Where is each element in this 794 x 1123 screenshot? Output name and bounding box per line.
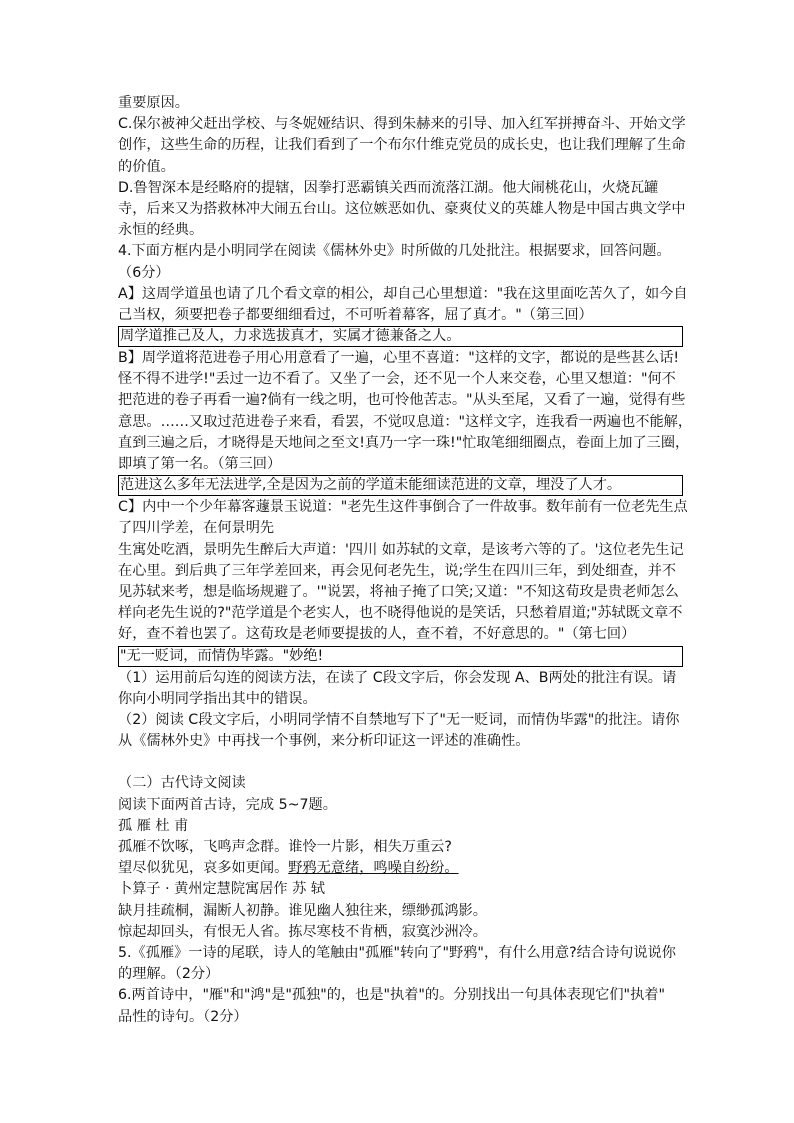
annotation-box-c: "无一贬词，而情伪毕露。"妙绝! — [118, 646, 683, 667]
option-c-line-2: 创作，这些生命的历程，让我们看到了一个布尔什维克党员的成长史，也让我们理解了生命 — [118, 137, 686, 154]
passage-b-line-6: 即填了第一名。（第三回） — [118, 456, 282, 472]
annotation-box-b: 范进这么多年无法进学,全是因为之前的学道未能细读范进的文章，埋没了人才。 — [118, 475, 683, 496]
passage-c-line-7: 好，查不着也罢了。这荀玫是老师要提拔的人，查不着，不好意思的。"（第七回） — [118, 626, 636, 643]
passage-a-line-1: A】这周学道虽也请了几个看文章的相公，却自己心里想道："我在这里面吃苦久了，如今自 — [118, 285, 688, 302]
passage-b-line-1: B】周学道将范进卷子用心用意看了一遍，心里不喜道："这样的文字，都说的是些甚么话! — [118, 350, 680, 367]
question-4-2-line-1: （2）阅读 C段文字后，小明同学情不自禁地写下了"无一贬词，而情伪毕露"的批注。请你 — [118, 711, 680, 728]
option-d-line-1: D.鲁智深本是经略府的提辖，因拳打恶霸镇关西而流落江湖。他大闹桃花山，火烧瓦罐 — [118, 179, 659, 196]
question-4-1-line-2: 你向小明同学指出其中的错误。 — [118, 690, 317, 707]
poem-1-line-1: 孤雁不饮啄，飞鸣声念群。谁怜一片影，相失万重云? — [118, 839, 452, 855]
question-4-2-line-2: 从《儒林外史》中再找一个事例，来分析印证这一评述的准确性。 — [118, 733, 530, 750]
section-heading: （二）古代诗文阅读 — [118, 775, 246, 792]
passage-b-line-5: 直到三遍之后，才晓得是天地间之至文!真乃一字一珠!"忙取笔细细圈点，卷面上加了三圈， — [118, 434, 690, 451]
question-6-line-2: 品性的诗句。（2分） — [118, 1008, 248, 1025]
passage-c-line-5: 见苏轼来考，想是临场规避了。'"说罢，将袖子掩了口笑;又道："不知这荀玫是贵老师怎么 — [118, 583, 679, 600]
option-c-line-3: 的价值。 — [118, 158, 175, 175]
poem-2-line-2: 惊起却回头，有恨无人省。拣尽寒枝不肯栖，寂寞沙洲冷。 — [118, 923, 487, 940]
question-4-prompt: 4.下面方框内是小明同学在阅读《儒林外史》时所做的几处批注。根据要求，回答问题。 — [118, 243, 671, 260]
passage-c-line-6: 样向老先生说的?"范学道是个老实人，也不晓得他说的是笑话，只愁着眉道;"苏轼既文章不 — [118, 605, 683, 622]
question-4-points: （6分） — [118, 264, 170, 281]
option-d-line-3: 永恒的经典。 — [118, 222, 204, 239]
passage-b-line-4: 意思。……又取过范进卷子来看，看罢，不觉叹息道："这样文字，连我看一两遍也不能解， — [118, 413, 693, 430]
poem-1-title: 孤 雁 杜 甫 — [118, 817, 189, 834]
option-d-line-2: 寺，后来又为搭救林冲大闹五台山。这位嫉恶如仇、豪爽仗义的英雄人物是中国古典文学中 — [118, 200, 686, 217]
question-5-line-2: 的理解。（2分） — [118, 966, 220, 983]
question-6-line-1: 6.两首诗中，"雁"和"鸿"是"孤独"的，也是"执着"的。分别找出一句具体表现它们"执着" — [118, 987, 665, 1004]
passage-c-line-3: 生寓处吃酒，景明先生醉后大声道：'四川 如苏轼的文章，是该考六等的了。'这位老先生记 — [118, 541, 684, 558]
passage-b-line-3: 把范进的卷子再看一遍?倘有一线之明，也可怜他苦志。"从头至尾，又看了一遍，觉得有些 — [118, 392, 686, 409]
annotation-box-a: 周学道推己及人，力求选拔真才，实属才德兼备之人。 — [118, 326, 683, 347]
passage-c-line-2: 了四川学差，在何景明先 — [118, 520, 275, 537]
passage-b-line-2: 怪不得不进学!"丢过一边不看了。又坐了一会，还不见一个人来交卷，心里又想道："何不 — [118, 371, 676, 388]
question-4-1-line-1: （1）运用前后勾连的阅读方法，在读了 C段文字后，你会发现 A、B两处的批注有误。请 — [118, 669, 677, 686]
spacer — [118, 752, 683, 773]
poem-1-line-2 — [118, 858, 683, 879]
poem-2-line-1: 缺月挂疏桐，漏断人初静。谁见幽人独往来，缥缈孤鸿影。 — [118, 902, 487, 919]
passage-a-line-2: 己当权，须要把卷子都要细细看过，不可听着幕客，屈了真才。"（第三回） — [118, 306, 593, 323]
section-intro: 阅读下面两首古诗，完成 5~7题。 — [118, 796, 337, 813]
text-line: 重要原因。 — [118, 95, 189, 111]
option-c-line-1: C.保尔被神父赶出学校、与冬妮娅结识、得到朱赫来的引导、加入红军拼搏奋斗、开始文学 — [118, 116, 686, 133]
passage-c-line-4: 在心里。到后典了三年学差回来，再会见何老先生，说;学生在四川三年，到处细查，并不 — [118, 562, 677, 579]
poem-2-title: 卜算子 · 黄州定慧院寓居作 苏 轼 — [118, 881, 325, 898]
poem-1-line-2-underlined: 野鸦无意绪，鸣噪自纷纷。 — [288, 860, 459, 877]
question-5-line-1: 5.《孤雁》一诗的尾联，诗人的笔触由"孤雁"转向了"野鸦"，有什么用意?结合诗句说说你 — [118, 944, 676, 961]
poem-1-line-2-plain: 望尽似犹见，哀多如更闻。 — [118, 860, 289, 877]
passage-c-line-1: C】内中一个少年幕客蘧景玉说道："老先生这件事倒合了一件故事。数年前有一位老先生点 — [118, 499, 688, 516]
exam-page — [118, 93, 693, 1028]
